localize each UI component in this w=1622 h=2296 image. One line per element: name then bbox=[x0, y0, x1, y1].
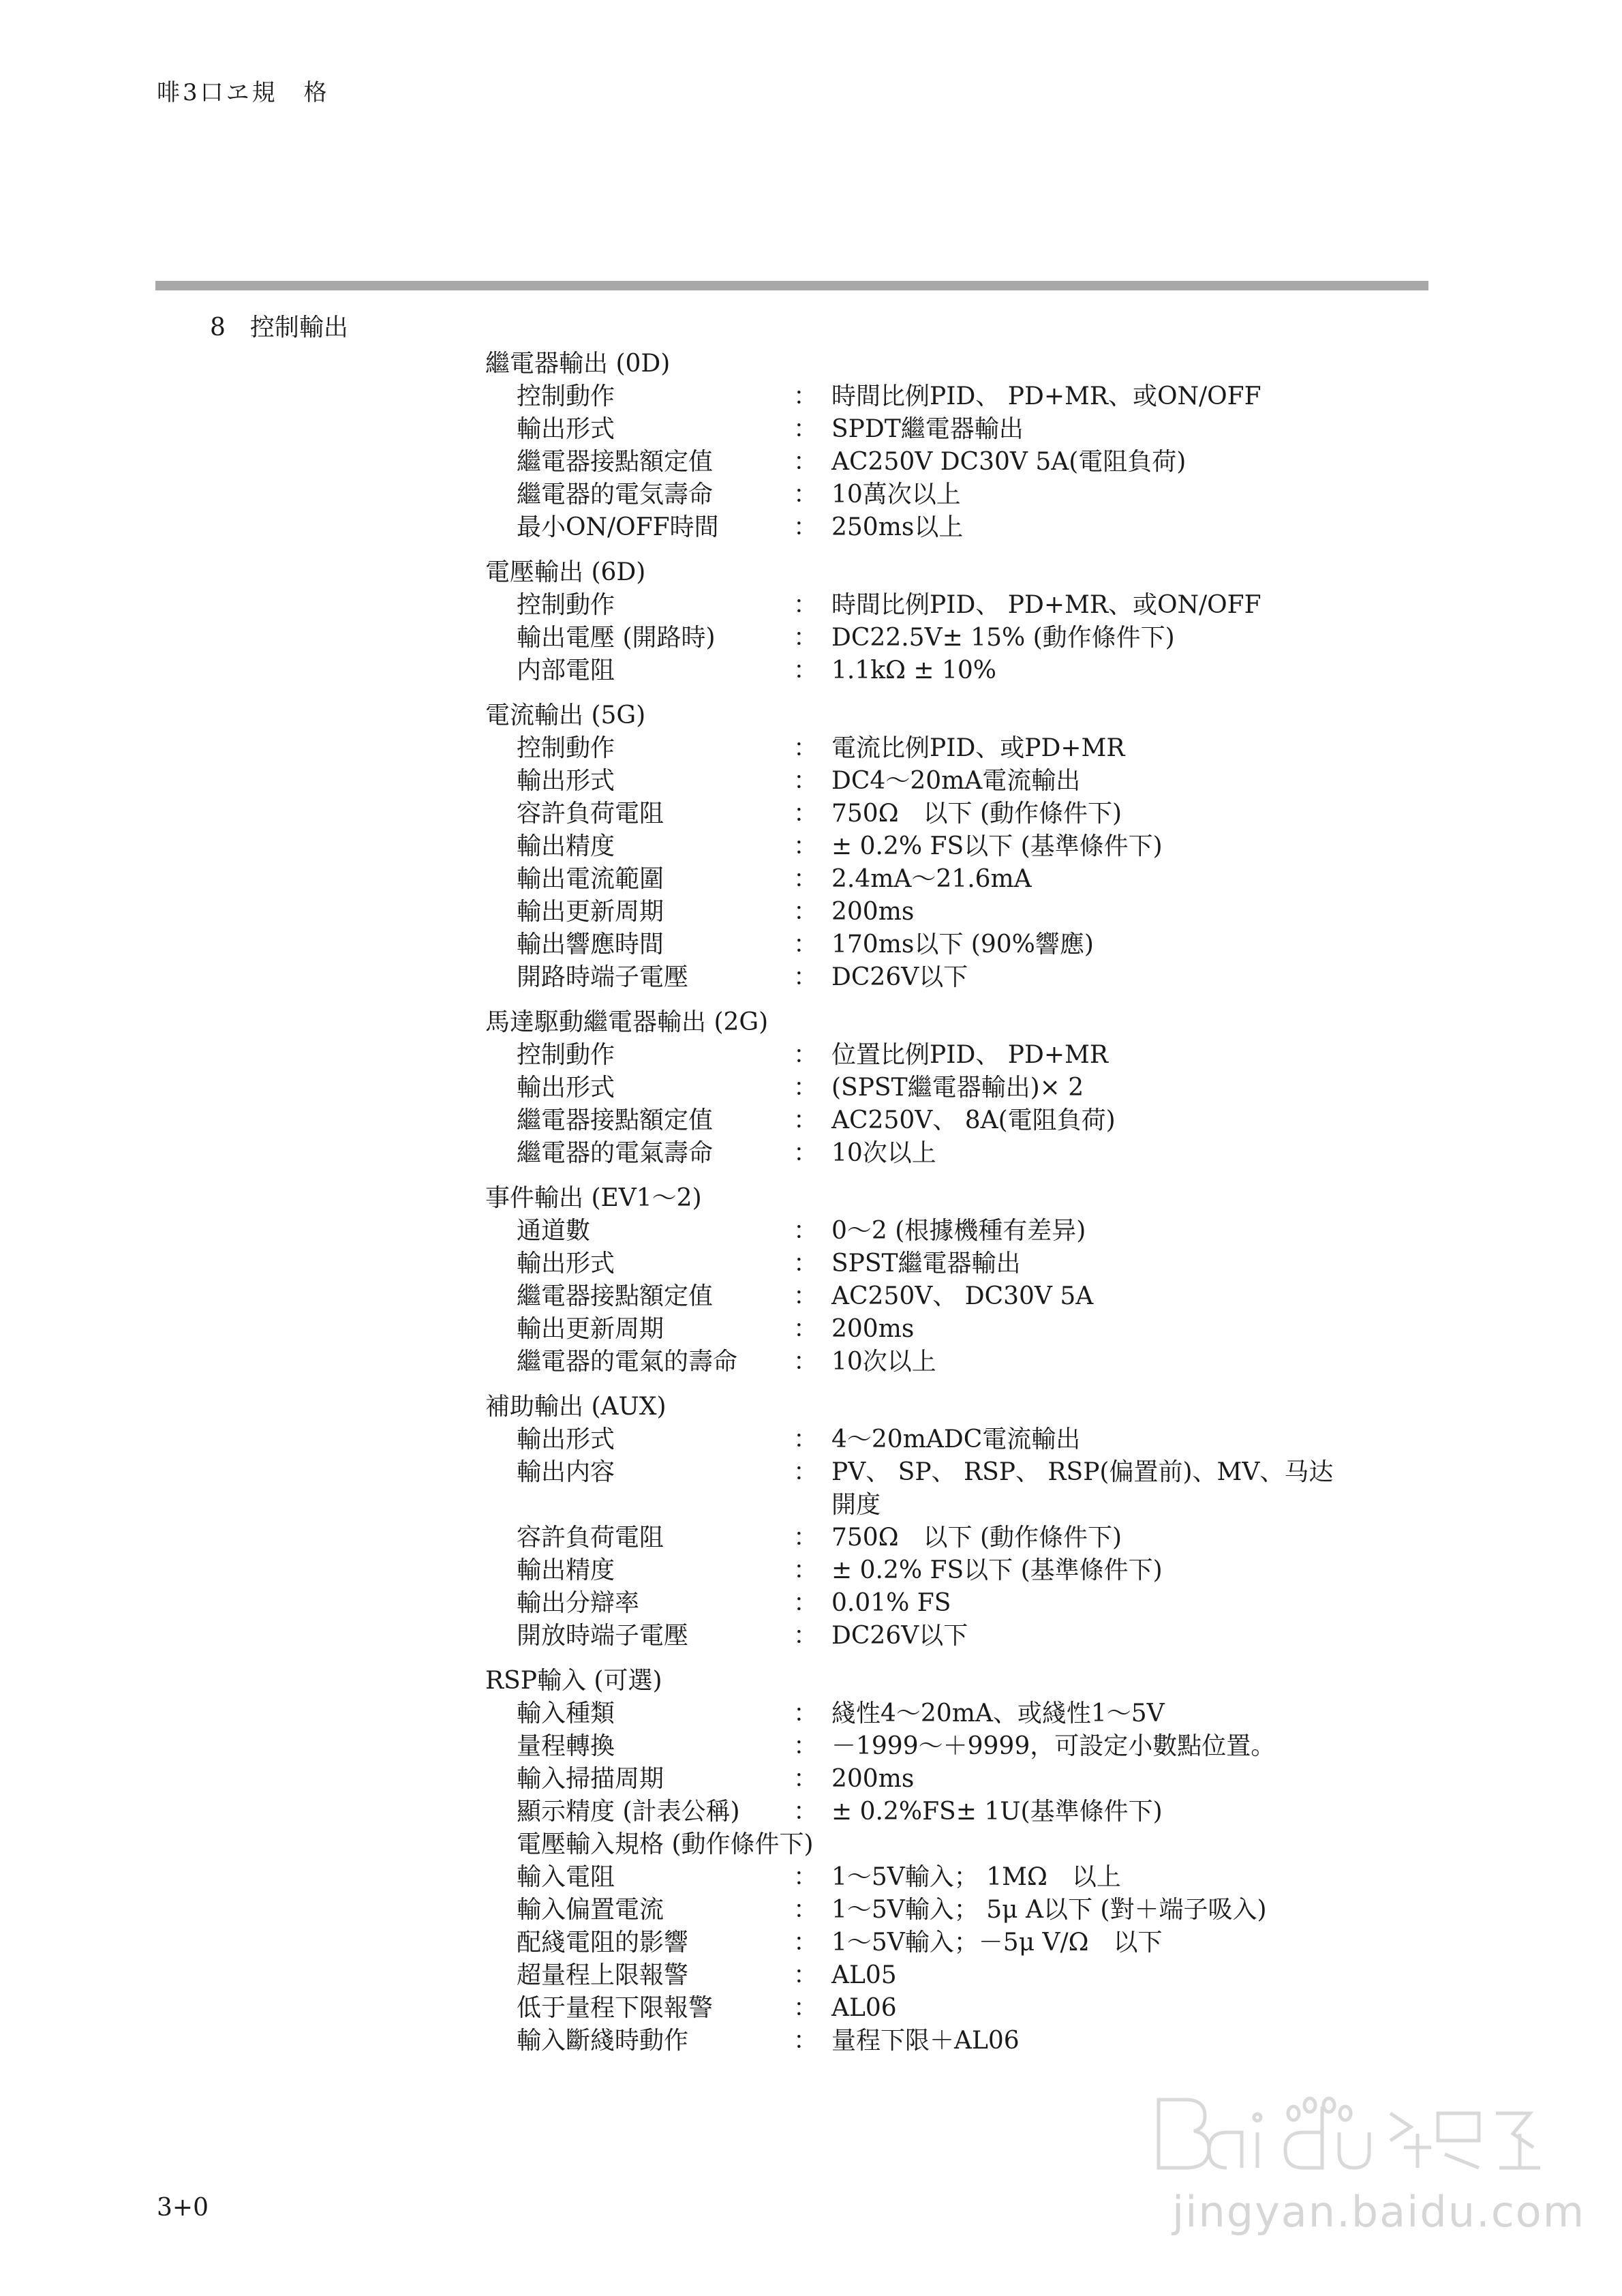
header-rule bbox=[155, 281, 1428, 290]
spec-label: 輸出更新周期 bbox=[517, 898, 664, 926]
spec-value: 750Ω 以下 (動作條件下) bbox=[831, 1524, 1122, 1552]
spec-value: ± 0.2%FS± 1U(基準條件下) bbox=[831, 1798, 1163, 1826]
spec-value: －1999～＋9999，可設定小數點位置。 bbox=[831, 1732, 1276, 1760]
spec-value: 1.1kΩ ± 10% bbox=[831, 656, 996, 684]
spec-row bbox=[485, 1248, 1385, 1280]
spec-row bbox=[485, 1554, 1385, 1587]
spec-label: 電壓輸入規格 (動作條件下) bbox=[517, 1830, 814, 1858]
spec-label: 量程轉換 bbox=[517, 1732, 615, 1760]
spec-value: 170ms以下 (90%響應) bbox=[831, 931, 1094, 958]
spec-colon: ： bbox=[793, 1041, 818, 1069]
spec-value: DC26V以下 bbox=[831, 1622, 968, 1650]
spec-label: 輸出形式 bbox=[517, 1250, 615, 1278]
spec-value: AL06 bbox=[831, 1994, 897, 2022]
group-title: 電流輸出 (5G) bbox=[485, 701, 646, 729]
spec-colon: ： bbox=[793, 1250, 818, 1278]
spec-row bbox=[485, 928, 1385, 961]
spec-group bbox=[485, 1006, 1385, 1170]
spec-colon: ： bbox=[793, 1524, 818, 1552]
spec-group bbox=[485, 556, 1385, 687]
spec-row bbox=[485, 1796, 1385, 1828]
spec-row bbox=[485, 413, 1385, 446]
spec-colon: ： bbox=[793, 1622, 818, 1650]
spec-value: 200ms bbox=[831, 898, 915, 926]
spec-value: 0.01% FS bbox=[831, 1589, 951, 1617]
spec-label: 内部電阻 bbox=[517, 656, 615, 684]
spec-row bbox=[485, 1927, 1385, 1959]
spec-label: 容許負荷電阻 bbox=[517, 1524, 664, 1552]
spec-row bbox=[485, 511, 1385, 544]
spec-value: SPDT繼電器輸出 bbox=[831, 415, 1024, 443]
spec-row bbox=[485, 863, 1385, 896]
baidu-watermark bbox=[1118, 2086, 1586, 2250]
spec-row bbox=[485, 1587, 1385, 1620]
spec-colon: ： bbox=[793, 1106, 818, 1134]
group-title: 馬達駆動繼電器輸出 (2G) bbox=[485, 1008, 769, 1036]
spec-colon: ： bbox=[793, 656, 818, 684]
spec-label: 低于量程下限報警 bbox=[517, 1994, 714, 2022]
spec-colon: ： bbox=[793, 734, 818, 762]
spec-value: SPST繼電器輸出 bbox=[831, 1250, 1021, 1278]
spec-value: DC22.5V± 15% (動作條件下) bbox=[831, 624, 1175, 652]
spec-value: AL05 bbox=[831, 1961, 897, 1989]
spec-row bbox=[485, 1828, 1385, 1861]
spec-label: 配綫電阻的影響 bbox=[517, 1929, 689, 1957]
page-number: 3+0 bbox=[157, 2194, 209, 2222]
spec-colon: ： bbox=[793, 1217, 818, 1245]
spec-row bbox=[485, 1104, 1385, 1137]
spec-label: 繼電器接點額定值 bbox=[517, 1282, 714, 1310]
spec-colon: ： bbox=[793, 382, 818, 410]
spec-label: 控制動作 bbox=[517, 734, 615, 762]
spec-colon: ： bbox=[793, 1139, 818, 1167]
spec-colon: ： bbox=[793, 448, 818, 476]
spec-value: AC250V、 8A(電阻負荷) bbox=[831, 1106, 1116, 1134]
spec-value: ± 0.2% FS以下 (基準條件下) bbox=[831, 832, 1163, 860]
spec-label: 繼電器的電氣的壽命 bbox=[517, 1348, 738, 1376]
spec-value: (SPST繼電器輸出)× 2 bbox=[831, 1074, 1084, 1102]
spec-label: 輸出形式 bbox=[517, 1425, 615, 1453]
spec-colon: ： bbox=[793, 1765, 818, 1793]
spec-row bbox=[485, 446, 1385, 479]
watermark-url: jingyan.baidu.com bbox=[1172, 2187, 1586, 2237]
spec-row bbox=[485, 589, 1385, 622]
spec-colon: ： bbox=[793, 898, 818, 926]
spec-value: DC4～20mA電流輸出 bbox=[831, 767, 1081, 795]
section-title: 8 控制輸出 bbox=[210, 314, 348, 342]
spec-value: AC250V DC30V 5A(電阻負荷) bbox=[831, 448, 1187, 476]
group-title: 事件輸出 (EV1～2) bbox=[485, 1184, 702, 1212]
spec-colon: ： bbox=[793, 591, 818, 619]
spec-label: 輸出電流範圍 bbox=[517, 865, 664, 893]
spec-colon: ： bbox=[793, 931, 818, 958]
spec-row bbox=[485, 380, 1385, 413]
spec-group bbox=[485, 1665, 1385, 2057]
spec-row bbox=[485, 1039, 1385, 1072]
spec-label: 顯示精度 (計表公稱) bbox=[517, 1798, 740, 1826]
spec-row bbox=[485, 1072, 1385, 1104]
spec-value: 1～5V輸入；－5μ V/Ω 以下 bbox=[831, 1929, 1163, 1957]
spec-value: AC250V、 DC30V 5A bbox=[831, 1282, 1094, 1310]
spec-value: 200ms bbox=[831, 1315, 915, 1343]
spec-colon: ： bbox=[793, 1074, 818, 1102]
spec-value: 時間比例PID、 PD+MR、或ON/OFF bbox=[831, 382, 1261, 410]
spec-row bbox=[485, 2025, 1385, 2057]
baidu-logo-icon bbox=[1118, 2086, 1567, 2188]
spec-label: 輸出分辯率 bbox=[517, 1589, 640, 1617]
spec-label: 開路時端子電壓 bbox=[517, 963, 689, 991]
spec-group bbox=[485, 348, 1385, 544]
spec-label: 開放時端子電壓 bbox=[517, 1622, 689, 1650]
spec-value: 250ms以上 bbox=[831, 513, 964, 541]
spec-colon: ： bbox=[793, 1732, 818, 1760]
spec-colon: ： bbox=[793, 832, 818, 860]
spec-value: 綫性4～20mA、或綫性1～5V bbox=[831, 1700, 1165, 1727]
spec-colon: ： bbox=[793, 624, 818, 652]
spec-label: 輸出精度 bbox=[517, 832, 615, 860]
spec-label: 輸出更新周期 bbox=[517, 1315, 664, 1343]
spec-value: 4～20mADC電流輸出 bbox=[831, 1425, 1081, 1453]
spec-value: 0～2 (根據機種有差异) bbox=[831, 1217, 1086, 1245]
spec-label: 輸入種類 bbox=[517, 1700, 615, 1727]
spec-colon: ： bbox=[793, 415, 818, 443]
group-title: 補助輸出 (AUX) bbox=[485, 1393, 667, 1421]
spec-value: 量程下限＋AL06 bbox=[831, 2027, 1020, 2055]
spec-group bbox=[485, 1391, 1385, 1652]
group-title: RSP輸入 (可選) bbox=[485, 1667, 662, 1695]
spec-colon: ： bbox=[793, 865, 818, 893]
spec-colon: ： bbox=[793, 1700, 818, 1727]
spec-colon: ： bbox=[793, 1425, 818, 1453]
spec-row bbox=[485, 1730, 1385, 1763]
spec-colon: ： bbox=[793, 1348, 818, 1376]
spec-label: 輸出精度 bbox=[517, 1556, 615, 1584]
spec-label: 超量程上限報警 bbox=[517, 1961, 689, 1989]
spec-row bbox=[485, 961, 1385, 994]
spec-colon: ： bbox=[793, 1282, 818, 1310]
spec-label: 輸入偏置電流 bbox=[517, 1896, 664, 1924]
spec-label: 通道數 bbox=[517, 1217, 591, 1245]
spec-colon: ： bbox=[793, 1929, 818, 1957]
spec-colon: ： bbox=[793, 1863, 818, 1891]
spec-value: 1～5V輸入； 5μ A以下 (對＋端子吸入) bbox=[831, 1896, 1267, 1924]
spec-value: 時間比例PID、 PD+MR、或ON/OFF bbox=[831, 591, 1261, 619]
spec-colon: ： bbox=[793, 1798, 818, 1826]
spec-row bbox=[485, 830, 1385, 863]
group-title: 繼電器輸出 (0D) bbox=[485, 350, 671, 378]
spec-list bbox=[485, 348, 1385, 2070]
spec-colon: ： bbox=[793, 1458, 818, 1486]
spec-label: 輸入電阻 bbox=[517, 1863, 615, 1891]
spec-row bbox=[485, 732, 1385, 765]
spec-label: 輸出電壓 (開路時) bbox=[517, 624, 716, 652]
spec-label: 繼電器接點額定值 bbox=[517, 1106, 714, 1134]
spec-row bbox=[485, 1959, 1385, 1992]
spec-value: ± 0.2% FS以下 (基準條件下) bbox=[831, 1556, 1163, 1584]
spec-row bbox=[485, 479, 1385, 511]
spec-colon: ： bbox=[793, 963, 818, 991]
spec-row bbox=[485, 1894, 1385, 1927]
group-title: 電壓輸出 (6D) bbox=[485, 558, 646, 586]
spec-label: 輸出内容 bbox=[517, 1458, 615, 1486]
spec-colon: ： bbox=[793, 1556, 818, 1584]
spec-colon: ： bbox=[793, 481, 818, 509]
spec-row bbox=[485, 1763, 1385, 1796]
spec-value: 200ms bbox=[831, 1765, 915, 1793]
spec-row bbox=[485, 896, 1385, 928]
spec-label: 最小ON/OFF時間 bbox=[517, 513, 719, 541]
spec-label: 容許負荷電阻 bbox=[517, 800, 664, 828]
spec-value: 1～5V輸入； 1MΩ 以上 bbox=[831, 1863, 1121, 1891]
spec-value: 電流比例PID、或PD+MR bbox=[831, 734, 1125, 762]
spec-row bbox=[485, 1346, 1385, 1378]
spec-colon: ： bbox=[793, 2027, 818, 2055]
spec-label: 輸出形式 bbox=[517, 1074, 615, 1102]
spec-row bbox=[485, 654, 1385, 687]
spec-value: 10次以上 bbox=[831, 1348, 936, 1376]
spec-colon: ： bbox=[793, 1994, 818, 2022]
spec-row bbox=[485, 1992, 1385, 2025]
spec-colon: ： bbox=[793, 800, 818, 828]
spec-label: 控制動作 bbox=[517, 382, 615, 410]
spec-value: 位置比例PID、 PD+MR bbox=[831, 1041, 1108, 1069]
spec-row bbox=[485, 1137, 1385, 1170]
spec-colon: ： bbox=[793, 1961, 818, 1989]
spec-label: 控制動作 bbox=[517, 591, 615, 619]
spec-row bbox=[485, 622, 1385, 654]
spec-label: 輸出形式 bbox=[517, 767, 615, 795]
spec-colon: ： bbox=[793, 513, 818, 541]
spec-colon: ： bbox=[793, 1315, 818, 1343]
spec-label: 輸出形式 bbox=[517, 415, 615, 443]
spec-row bbox=[485, 1620, 1385, 1652]
spec-row bbox=[485, 1313, 1385, 1346]
spec-value: PV、 SP、 RSP、 RSP(偏置前)、MV、马达 開度 bbox=[831, 1458, 1334, 1519]
spec-value: DC26V以下 bbox=[831, 963, 968, 991]
spec-row bbox=[485, 1215, 1385, 1248]
spec-label: 繼電器的電気壽命 bbox=[517, 481, 714, 509]
spec-row bbox=[485, 1456, 1385, 1522]
spec-group bbox=[485, 1182, 1385, 1378]
spec-value: 2.4mA～21.6mA bbox=[831, 865, 1032, 893]
header-title: 啡3口ヱ規 格 bbox=[157, 79, 330, 106]
spec-label: 控制動作 bbox=[517, 1041, 615, 1069]
spec-group bbox=[485, 699, 1385, 994]
spec-value: 750Ω 以下 (動作條件下) bbox=[831, 800, 1122, 828]
spec-colon: ： bbox=[793, 1589, 818, 1617]
spec-label: 輸出響應時間 bbox=[517, 931, 664, 958]
spec-value: 10次以上 bbox=[831, 1139, 936, 1167]
spec-row bbox=[485, 1697, 1385, 1730]
spec-row bbox=[485, 798, 1385, 830]
spec-label: 輸入掃描周期 bbox=[517, 1765, 664, 1793]
spec-label: 繼電器接點額定值 bbox=[517, 448, 714, 476]
spec-colon: ： bbox=[793, 767, 818, 795]
spec-row bbox=[485, 1280, 1385, 1313]
spec-label: 繼電器的電氣壽命 bbox=[517, 1139, 714, 1167]
spec-row bbox=[485, 765, 1385, 798]
spec-label: 輸入斷綫時動作 bbox=[517, 2027, 689, 2055]
spec-value: 10萬次以上 bbox=[831, 481, 961, 509]
spec-colon: ： bbox=[793, 1896, 818, 1924]
spec-row bbox=[485, 1522, 1385, 1554]
spec-row bbox=[485, 1861, 1385, 1894]
spec-row bbox=[485, 1423, 1385, 1456]
